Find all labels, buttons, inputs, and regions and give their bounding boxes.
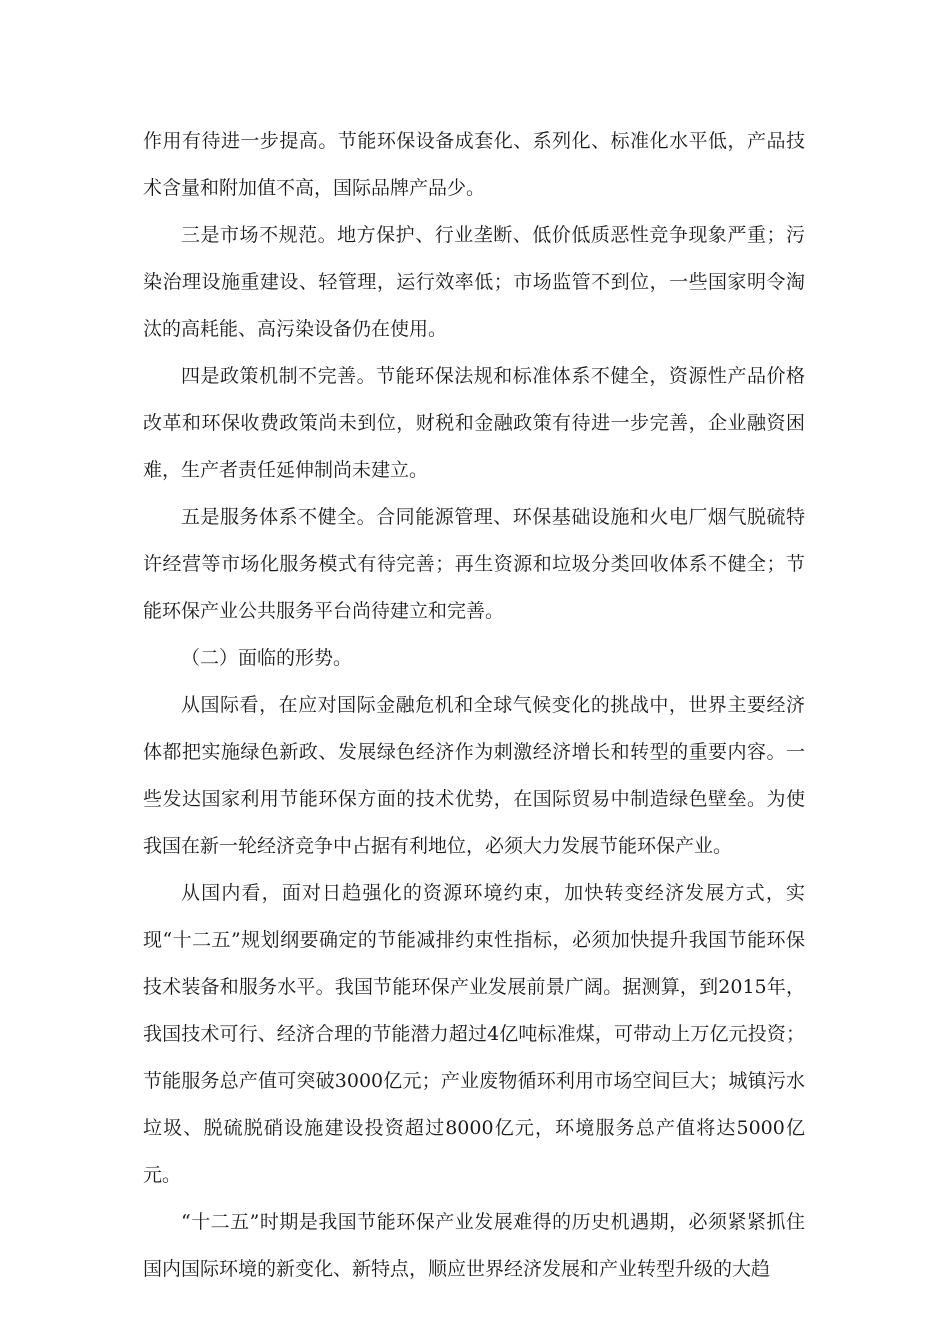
paragraph-policy-mechanism: 四是政策机制不完善。节能环保法规和标准体系不健全，资源性产品价格改革和环保收费政策尚未到位，财税和金融政策有待进一步完善，企业融资困难，生产者责任延伸制尚未建立。 (143, 365, 805, 481)
document-body (143, 118, 805, 1293)
paragraph-service-system: 五是服务体系不健全。合同能源管理、环保基础设施和火电厂烟气脱硫特许经营等市场化服务模式有待完善；再生资源和垃圾分类回收体系不健全；节能环保产业公共服务平台尚待建立和完善。 (143, 506, 805, 622)
paragraph-international: 从国际看，在应对国际金融危机和全球气候变化的挑战中，世界主要经济体都把实施绿色新政、发展绿色经济作为刺激经济增长和转型的重要内容。一些发达国家利用节能环保方面的技术优势，在国际贸易中制造绿色壁垒。为使我国在新一轮经济竞争中占据有利地位，必须大力发展节能环保产业。 (143, 694, 805, 857)
paragraph-opportunity: “十二五”时期是我国节能环保产业发展难得的历史机遇期，必须紧紧抓住国内国际环境的新变化、新特点，顺应世界经济发展和产业转型升级的大趋 (143, 1211, 805, 1280)
section-heading-situation: （二）面临的形势。 (181, 647, 353, 669)
paragraph-market-irregular: 三是市场不规范。地方保护、行业垄断、低价低质恶性竞争现象严重；污染治理设施重建设、轻管理，运行效率低；市场监管不到位，一些国家明令淘汰的高耗能、高污染设备仍在使用。 (143, 224, 805, 340)
paragraph-domestic: 从国内看，面对日趋强化的资源环境约束，加快转变经济发展方式，实现“十二五”规划纲要确定的节能减排约束性指标，必须加快提升我国节能环保技术装备和服务水平。我国节能环保产业发展前景广阔。据测算，到2015年，我国技术可行、经济合理的节能潜力超过4亿吨标准煤，可带动上万亿元投资；节能服务总产值可突破3000亿元；产业废物循环利用市场空间巨大；城镇污水垃圾、脱硫脱硝设施建设投资超过8000亿元，环境服务总产值将达5000亿元。 (143, 882, 805, 1186)
paragraph-continuation: 作用有待进一步提高。节能环保设备成套化、系列化、标准化水平低，产品技术含量和附加值不高，国际品牌产品少。 (143, 130, 805, 199)
